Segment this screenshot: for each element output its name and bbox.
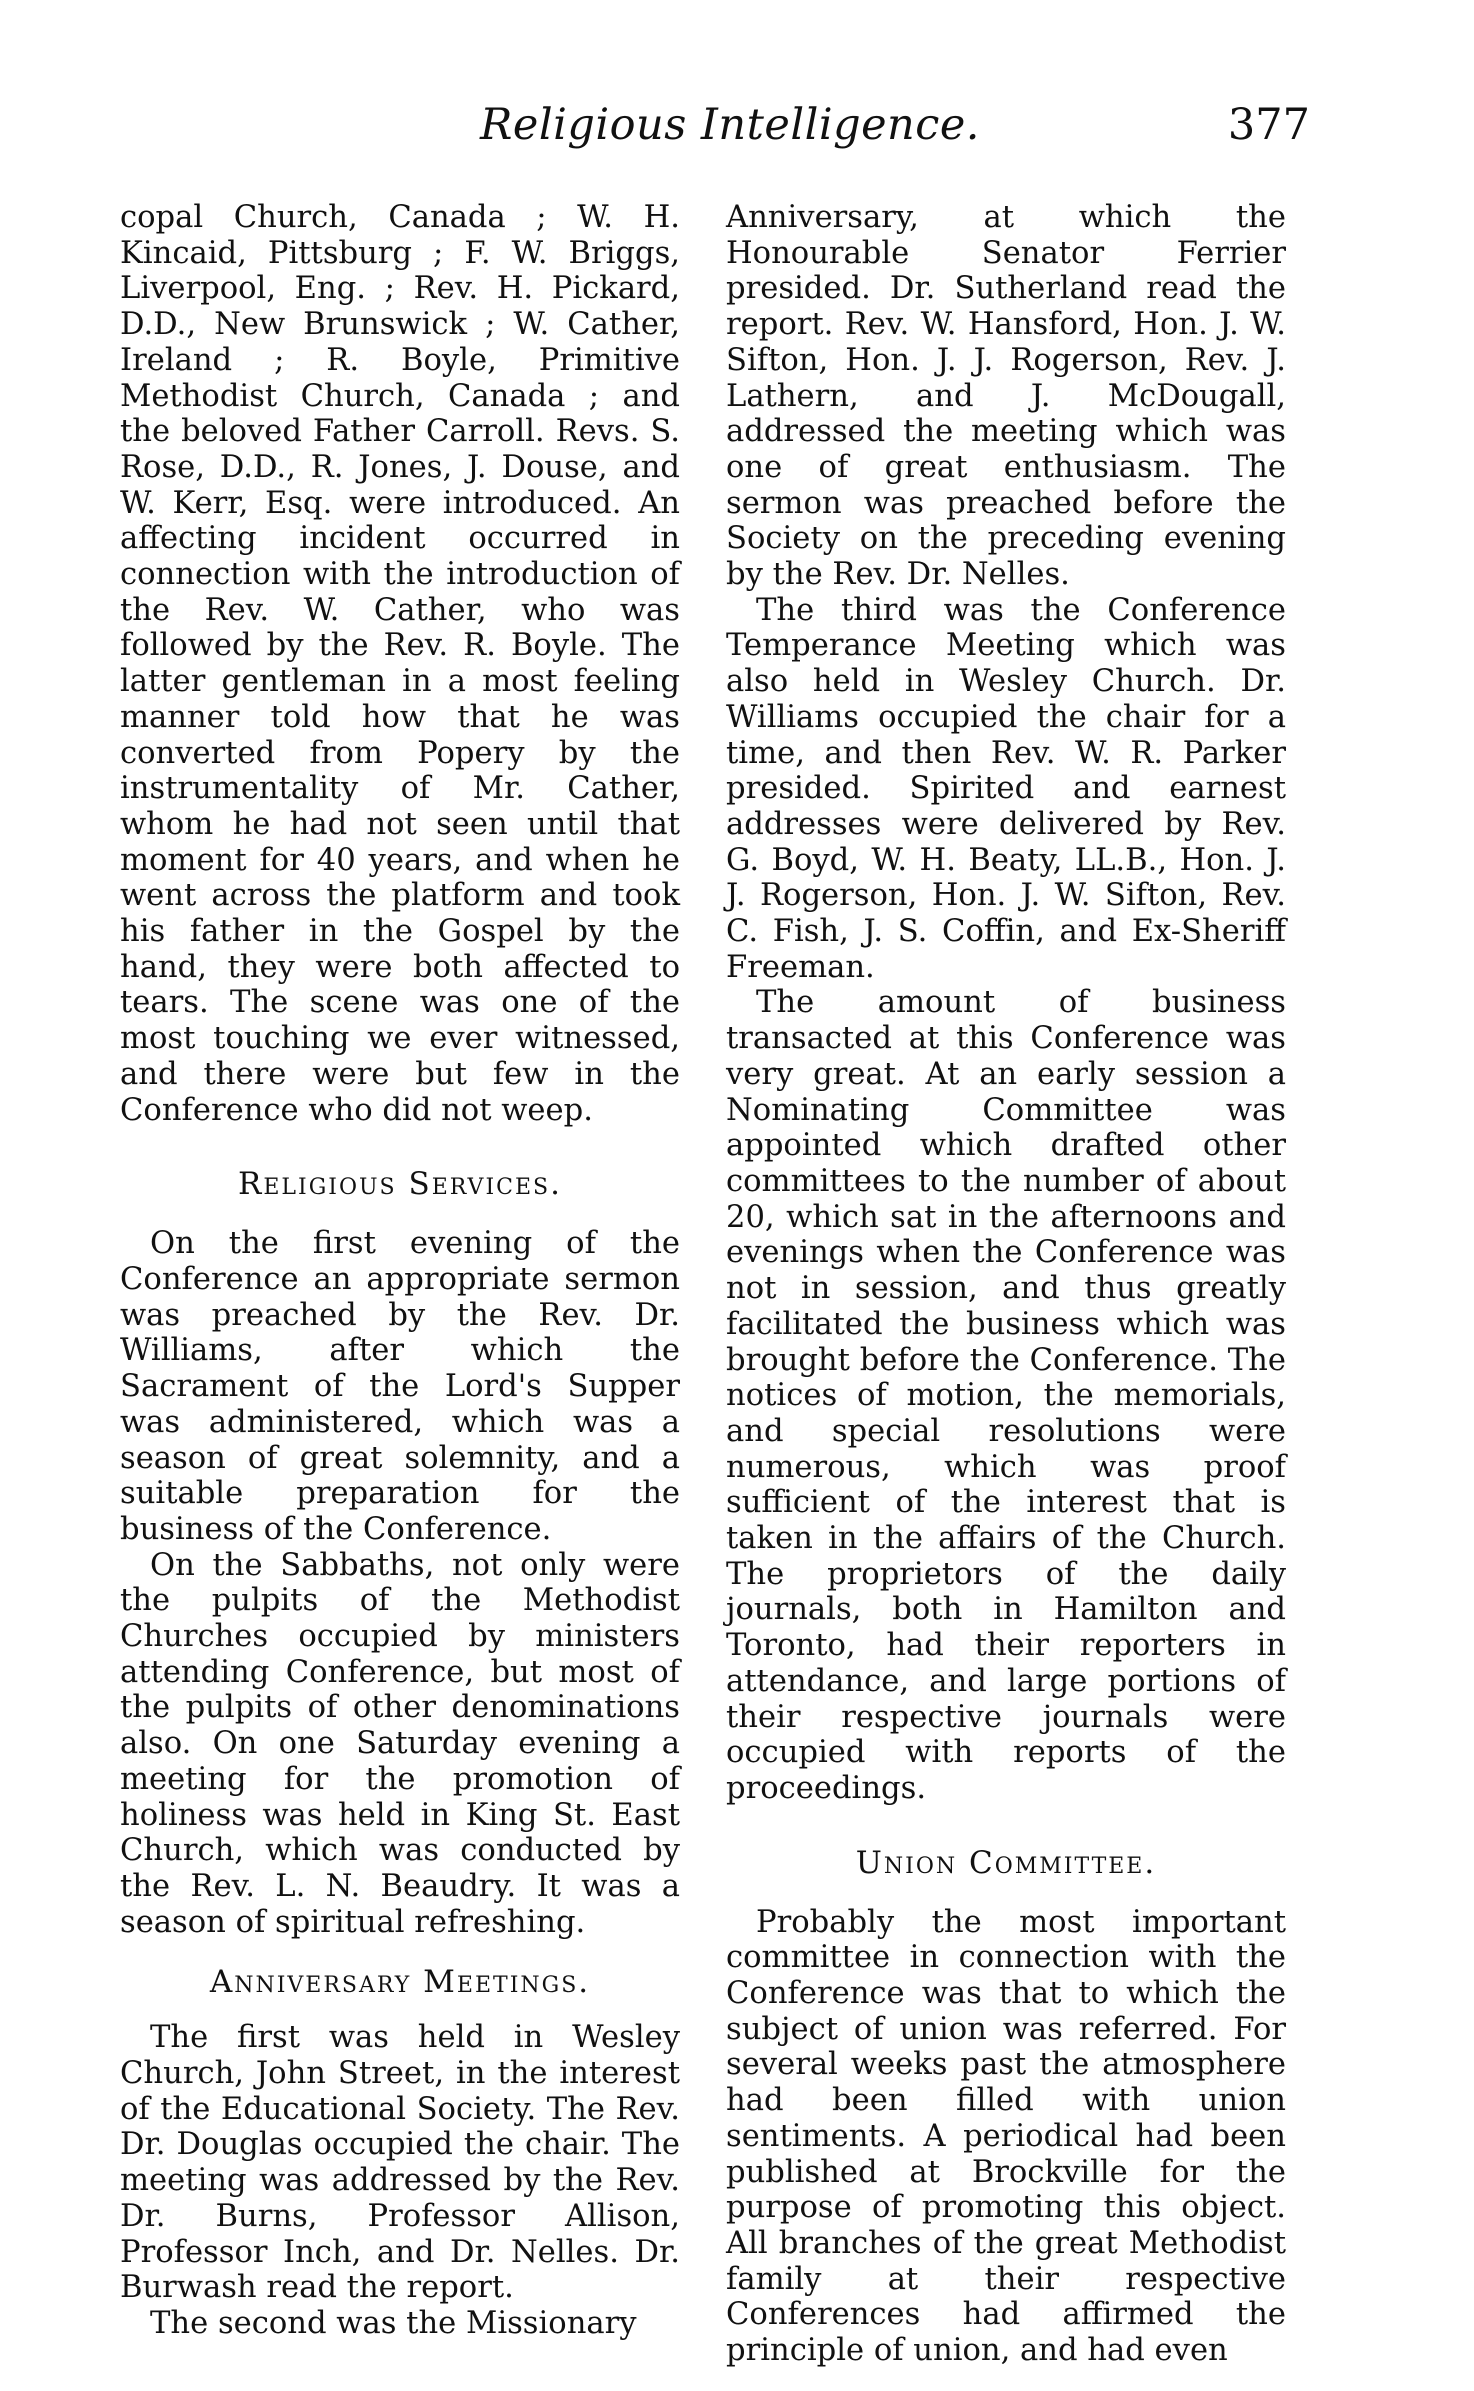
right-column xyxy=(726,200,1286,2369)
page-number: 377 xyxy=(1227,100,1310,150)
paragraph: Probably the most important committee in connection with the Conference was that to which the subject of union was referred. For several weeks past the atmosphere had been filled with union sentiments. A periodical had been published at Brockville for the purpose of promoting this object. All branches of the great Methodist family at their respective Conferences had affirmed the principle of union, and had even xyxy=(726,1904,1286,2369)
section-heading-union-committee: Union Committee. xyxy=(855,1844,1157,1881)
page-header xyxy=(120,92,1310,162)
paragraph: On the first evening of the Conference an appropriate sermon was preached by the Rev. Dr. Williams, after which the Sacrament of the Lord's Supper was administered, which was a season of great solemnity, and a suitable preparation for the business of the Conference. xyxy=(120,1226,680,1547)
section-heading-anniversary-meetings: Anniversary Meetings. xyxy=(209,1964,591,2001)
paragraph: The third was the Conference Temperance Meeting which was also held in Wesley Church. Dr. Williams occupied the chair for a time, and then Rev. W. R. Parker presided. Spirited and earnest addresses were delivered by Rev. G. Boyd, W. H. Beaty, LL.B., Hon. J. J. Rogerson, Hon. J. W. Sifton, Rev. C. Fish, J. S. Coffin, and Ex-Sheriff Freeman. xyxy=(726,592,1286,985)
running-title: Religious Intelligence. xyxy=(480,100,980,150)
paragraph: copal Church, Canada ; W. H. Kincaid, Pittsburg ; F. W. Briggs, Liverpool, Eng. ; Rev. H. Pickard, D.D., New Brunswick ; W. Cather, Ireland ; R. Boyle, Primitive Methodist Church, Canada ; and the beloved Father Carroll. Revs. S. Rose, D.D., R. Jones, J. Douse, and W. Kerr, Esq. were introduced. An affecting incident occurred in connection with the introduction of the Rev. W. Cather, who was followed by the Rev. R. Boyle. The latter gentleman in a most feeling manner told how that he was converted from Popery by the instrumentality of Mr. Cather, whom he had not seen until that moment for 40 years, and when he went across the platform and took his father in the Gospel by the hand, they were both affected to tears. The scene was one of the most touching we ever witnessed, and there were but few in the Conference who did not weep. xyxy=(120,200,680,1128)
paragraph: On the Sabbaths, not only were the pulpits of the Methodist Churches occupied by ministers attending Conference, but most of the pulpits of other denominations also. On one Saturday evening a meeting for the promotion of holiness was held in King St. East Church, which was conducted by the Rev. L. N. Beaudry. It was a season of spiritual refreshing. xyxy=(120,1547,680,1940)
paragraph: The second was the Missionary xyxy=(150,2305,637,2341)
paragraph: Anniversary, at which the Honourable Senator Ferrier presided. Dr. Sutherland read the report. Rev. W. Hansford, Hon. J. W. Sifton, Hon. J. J. Rogerson, Rev. J. Lathern, and J. McDougall, addressed the meeting which was one of great enthusiasm. The sermon was preached before the Society on the preceding evening by the Rev. Dr. Nelles. xyxy=(726,200,1286,593)
paragraph: The amount of business transacted at this Conference was very great. At an early session a Nominating Committee was appointed which drafted other committees to the number of about 20, which sat in the afternoons and evenings when the Conference was not in session, and thus greatly facilitated the business which was brought before the Conference. The notices of motion, the memorials, and special resolutions were numerous, which was proof sufficient of the interest that is taken in the affairs of the Church. The proprietors of the daily journals, both in Hamilton and Toronto, had their reporters in attendance, and large portions of their respective journals were occupied with reports of the proceedings. xyxy=(726,985,1286,1806)
section-heading-religious-services: Religious Services. xyxy=(238,1166,562,1203)
left-column xyxy=(120,200,680,2342)
paragraph: The first was held in Wesley Church, John Street, in the interest of the Educational Society. The Rev. Dr. Douglas occupied the chair. The meeting was addressed by the Rev. Dr. Burns, Professor Allison, Professor Inch, and Dr. Nelles. Dr. Burwash read the report. xyxy=(120,2020,680,2306)
